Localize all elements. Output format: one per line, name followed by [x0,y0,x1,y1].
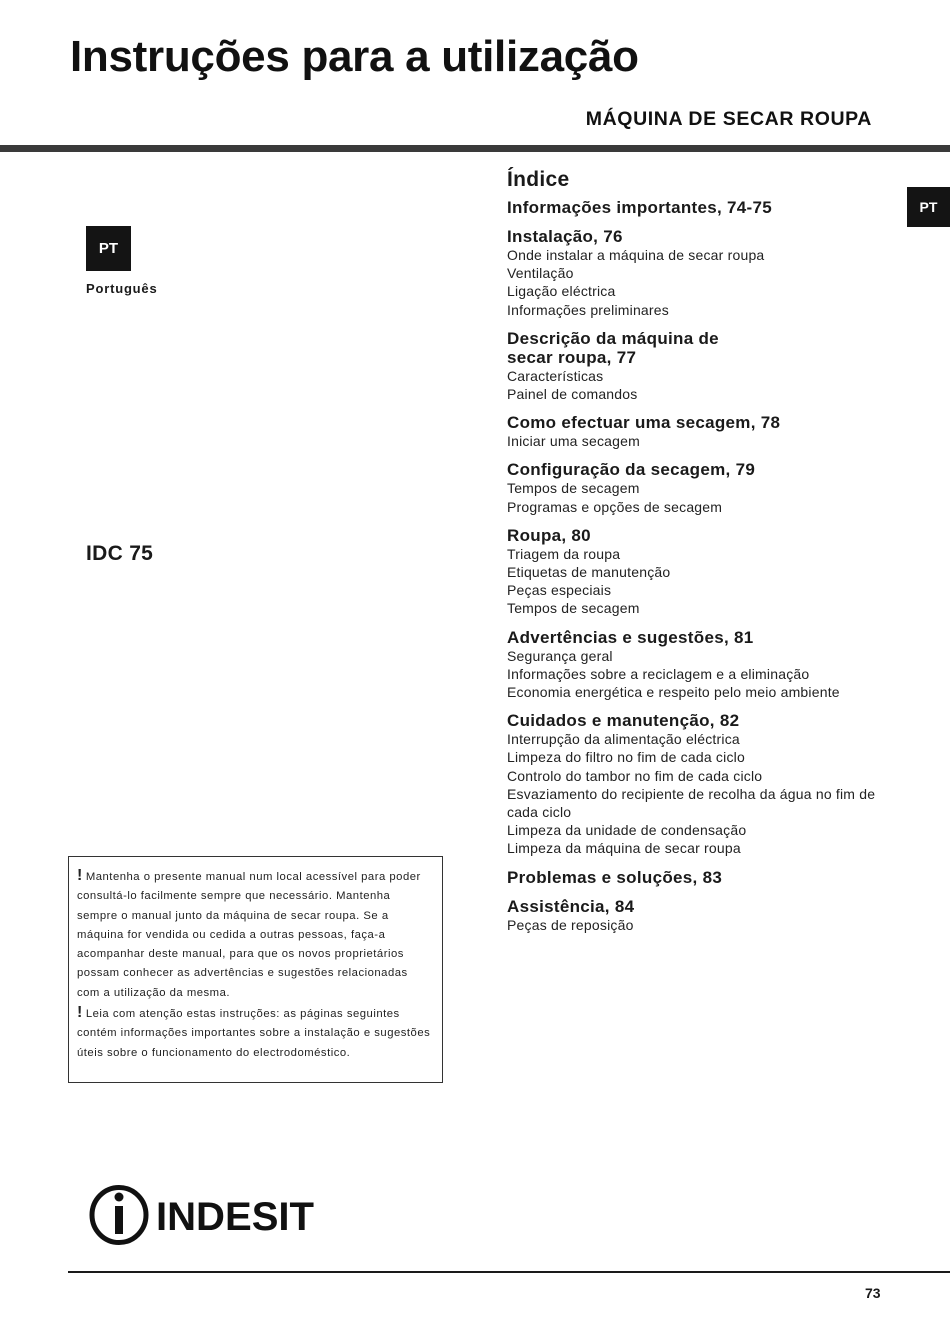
notice-box [68,856,443,1083]
language-name: Português [86,281,158,296]
model-name: IDC 75 [86,542,154,565]
indesit-logo-icon [88,1184,318,1246]
toc-item: Peças especiais [507,582,612,599]
toc-item-list [507,545,887,618]
toc-section [507,413,887,450]
toc-section [507,329,887,403]
header-divider [0,145,950,152]
exclamation-icon: ! [77,867,83,884]
toc-item: Peças de reposição [507,916,634,933]
toc-item-list [507,367,887,403]
toc-item: Limpeza da máquina de secar roupa [507,840,741,857]
toc-section [507,868,887,887]
toc-item: Economia energética e respeito pelo meio ambiente [507,684,840,701]
toc-item: Etiquetas de manutenção [507,564,671,581]
language-side-tab: PT [907,187,950,227]
notice-paragraph [77,1003,433,1063]
toc-section [507,227,887,319]
toc-item: Tempos de secagem [507,480,640,497]
toc-section-title: Informações importantes, 74-75 [507,198,773,217]
toc-item: Limpeza do filtro no fim de cada ciclo [507,749,745,766]
toc-item-list [507,916,887,934]
toc-item: Esvaziamento do recipiente de recolha da água no fim de cada ciclo [507,785,876,821]
table-of-contents [507,168,887,944]
toc-item: Controlo do tambor no fim de cada ciclo [507,767,763,784]
toc-item: Programas e opções de secagem [507,498,723,515]
toc-item: Informações sobre a reciclagem e a eliminação [507,665,810,682]
toc-section [507,628,887,702]
toc-section-title: Roupa, 80 [507,525,591,545]
page-title: Instruções para a utilização [70,32,639,81]
notice-text: Leia com atenção estas instruções: as páginas seguintes contém informações importantes sobre a instalação e sugestões úteis sobre o funcionamento do electrodoméstico. [77,1008,431,1059]
page-number: 73 [865,1285,881,1301]
toc-item: Triagem da roupa [507,545,621,562]
toc-item: Painel de comandos [507,386,638,403]
toc-item: Interrupção da alimentação eléctrica [507,731,740,748]
toc-section [507,198,887,217]
toc-item-list [507,730,887,857]
toc-heading: Índice [507,168,570,191]
toc-section-title: Instalação, 76 [507,227,623,246]
toc-section-title: Cuidados e manutenção, 82 [507,711,740,731]
indesit-logo [88,1184,318,1251]
toc-item: Segurança geral [507,647,613,664]
toc-section-title: Configuração da secagem, 79 [507,460,756,480]
toc-section [507,711,887,857]
toc-section [507,460,887,515]
toc-item: Ligação eléctrica [507,283,616,300]
toc-section-title: Como efectuar uma secagem, 78 [507,413,781,433]
toc-item-list [507,479,887,515]
toc-section-title: Descrição da máquina de secar roupa, 77 [507,328,719,367]
notice-text: Mantenha o presente manual num local acessível para poder consultá-lo facilmente sempre que necessário. Mantenha sempre o manual junto da máquina de secar roupa. Se a máquina for vendida ou cedida a outras pessoas, faça-a acompanhar deste manual, para que os novos proprietários possam conhecer as advertências e sugestões relacionadas com a utilização da mesma. [77,871,421,999]
notice-paragraph [77,866,433,1003]
toc-item-list [507,647,887,702]
footer-divider [68,1271,950,1273]
toc-item: Iniciar uma secagem [507,433,640,450]
toc-item-list [507,246,887,319]
language-badge: PT [86,226,131,271]
exclamation-icon: ! [77,1004,83,1022]
toc-item: Ventilação [507,265,574,282]
logo-text: INDESIT [156,1195,314,1239]
toc-item: Características [507,367,604,384]
toc-item: Onde instalar a máquina de secar roupa [507,247,765,263]
toc-item: Tempos de secagem [507,600,640,617]
product-subtitle: MÁQUINA DE SECAR ROUPA [585,108,872,130]
toc-item-list [507,432,887,450]
toc-section [507,897,887,934]
toc-section [507,526,887,618]
toc-item: Limpeza da unidade de condensação [507,822,747,839]
toc-section-title: Problemas e soluções, 83 [507,867,723,887]
toc-section-title: Assistência, 84 [507,896,635,916]
toc-item: Informações preliminares [507,301,669,318]
toc-section-title: Advertências e sugestões, 81 [507,627,754,647]
toc-sections [507,198,887,934]
